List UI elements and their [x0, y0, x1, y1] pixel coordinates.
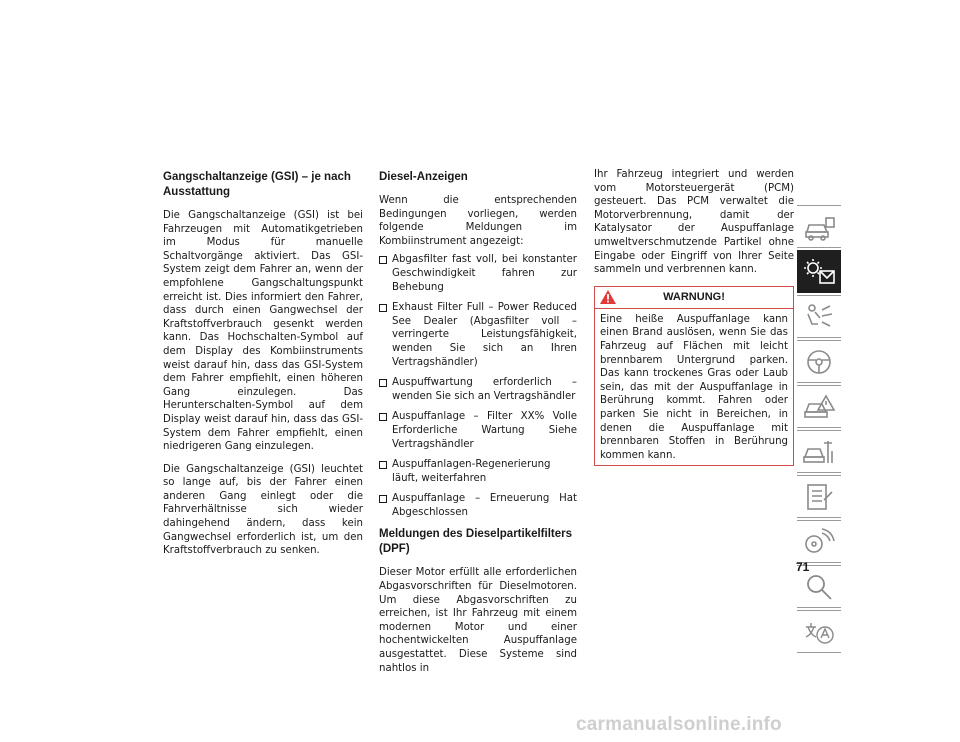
chapter-tab[interactable]	[797, 295, 841, 338]
safety-airbag-icon	[802, 302, 836, 332]
chapter-tabs	[797, 205, 842, 655]
warning-title: WARNUNG!	[663, 290, 725, 303]
message-list	[379, 253, 577, 519]
dashboard-light-icon	[802, 257, 836, 287]
section-heading-diesel: Diesel-Anzeigen	[379, 171, 468, 183]
car-service-tools-icon	[802, 437, 836, 467]
section-heading-dpf: Meldungen des Dieselpartikelfilters (DPF)	[379, 528, 573, 556]
warning-box	[594, 286, 794, 467]
search-magnifier-icon	[802, 572, 836, 602]
warning-header	[595, 287, 793, 309]
list-item: Auspuffwartung erforderlich – wenden Sie sich an Vertragshändler	[379, 376, 577, 403]
chapter-tab-active[interactable]	[797, 250, 841, 293]
bullet-box-icon	[379, 304, 387, 312]
chapter-tab[interactable]	[797, 430, 841, 473]
chapter-tab[interactable]	[797, 520, 841, 563]
bullet-box-icon	[379, 461, 387, 469]
warning-triangle-icon	[599, 289, 617, 313]
chapter-tab[interactable]	[797, 205, 841, 248]
paragraph: Ihr Fahrzeug integriert und werden vom Motorsteuergerät (PCM) gesteuert. Das PCM verwaltet die Motorverbrennung, damit der Katalysator der Auspuffanlage umweltverschmutzende Partikel ohne Eingabe oder Eingriff von Ihrer Seite sammeln und verbrennen kann.	[594, 169, 794, 276]
watermark: carmanualsonline.info	[576, 714, 782, 735]
paragraph: Dieser Motor erfüllt alle erforderlichen Abgasvorschriften für Dieselmotoren. Um diese Abgasvorschriften zu erreichen, ist Ihr Fahrzeug mit einem modernen Motor und einer hochentwickelten Auspuffanlage ausgestattet. Diese Systeme sind nahtlos in	[379, 567, 577, 674]
list-item: Auspuffanlagen-Regenerierung läuft, weiterfahren	[379, 458, 577, 485]
chapter-tab[interactable]	[797, 385, 841, 428]
maintenance-checklist-icon	[802, 482, 836, 512]
column-middle	[379, 170, 577, 684]
steering-wheel-icon	[802, 347, 836, 377]
bullet-box-icon	[379, 256, 387, 264]
multimedia-icon	[802, 527, 836, 557]
language-index-icon	[802, 617, 836, 647]
paragraph: Die Gangschaltanzeige (GSI) ist bei Fahrzeugen mit Automatikgetrieben im Modus für manuelle Schaltvorgänge aktiviert. Das GSI-System zeigt dem Fahrer an, wenn der empfohlene Gangschaltungspunkt erreicht ist. Dies informiert den Fahrer, dass durch einen Gangwechsel der Kraftstoffverbrauch gesenkt werden kann. Das Hochschalten-Symbol auf dem Display des Kombiinstruments weist darauf hin, dass das GSI-System dem Fahrer empfiehlt, einen höheren Gang einzulegen. Das Herunterschalten-Symbol auf dem Display weist darauf hin, dass das GSI-System dem Fahrer empfiehlt, einen niedrigeren Gang einzulegen.	[163, 210, 363, 453]
chapter-tab[interactable]	[797, 340, 841, 383]
car-warning-icon	[802, 392, 836, 422]
chapter-tab[interactable]	[797, 475, 841, 518]
warning-text: Eine heiße Auspuffanlage kann einen Brand auslösen, wenn Sie das Fahrzeug auf Flächen mit leicht brennbarem Untergrund parken. Das kann trockenes Gras oder Laub sein, das mit der Auspuffanlage in Berührung kommt. Fahren oder parken Sie nicht in Bereichen, in denen die Auspuffanlage mit brennbaren Stoffen in Berührung kommen kann.	[600, 313, 788, 461]
list-item: Exhaust Filter Full – Power Reduced See Dealer (Abgasfilter voll – verringerte Leistungsfähigkeit, wenden Sie sich an Ihren Vertragshändler)	[379, 301, 577, 369]
car-info-icon	[802, 212, 836, 242]
chapter-tab[interactable]	[797, 610, 841, 653]
bullet-box-icon	[379, 495, 387, 503]
bullet-box-icon	[379, 413, 387, 421]
list-item: Abgasfilter fast voll, bei konstanter Geschwindigkeit fahren zur Behebung	[379, 253, 577, 294]
paragraph: Wenn die entsprechenden Bedingungen vorliegen, werden folgende Meldungen im Kombiinstrument angezeigt:	[379, 195, 577, 247]
page-number: 71	[796, 560, 810, 574]
column-right	[594, 168, 794, 466]
section-heading-gsi: Gangschaltanzeige (GSI) – je nach Ausstattung	[163, 171, 351, 198]
list-item: Auspuffanlage – Filter XX% Volle Erforderliche Wartung Siehe Vertragshändler	[379, 410, 577, 451]
bullet-box-icon	[379, 379, 387, 387]
list-item: Auspuffanlage – Erneuerung Hat Abgeschlossen	[379, 492, 577, 519]
paragraph: Die Gangschaltanzeige (GSI) leuchtet so lange auf, bis der Fahrer einen anderen Gang einlegt oder die Fahrverhältnisse sich wieder dahingehend ändern, dass kein Gangwechsel erforderlich ist, um den Kraftstoffverbrauch zu senken.	[163, 463, 363, 557]
column-left	[163, 170, 363, 567]
